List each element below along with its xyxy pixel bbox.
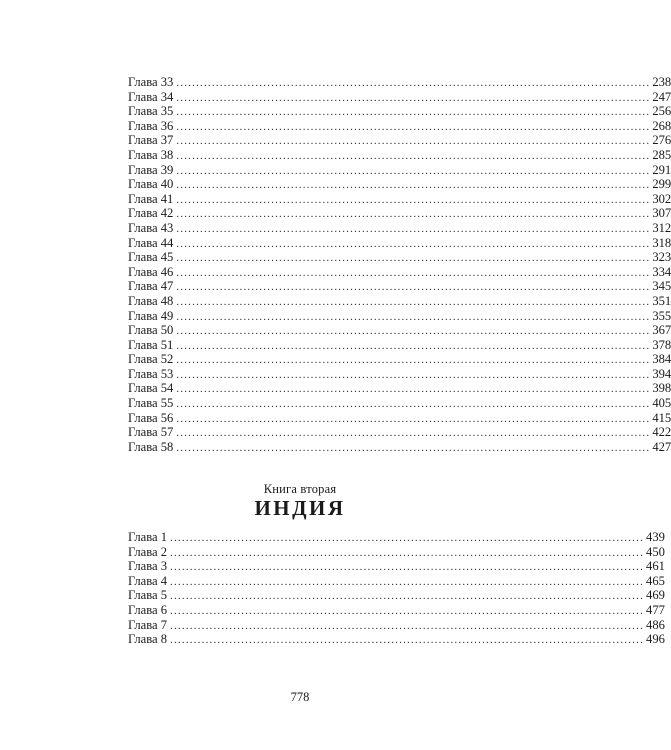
dot-leader: ........................................................................................................................ — [170, 561, 645, 574]
chapter-page-number: 299 — [652, 177, 671, 192]
toc-entry — [128, 323, 671, 338]
chapter-label: Глава 41 — [128, 191, 174, 206]
dot-leader: ........................................................................................................................ — [176, 193, 651, 206]
toc-entry — [128, 352, 671, 367]
chapter-page-number: 367 — [652, 323, 671, 338]
chapter-label: Глава 39 — [128, 162, 174, 177]
dot-leader: ........................................................................................................................ — [176, 237, 651, 250]
chapter-page-number: 291 — [652, 162, 671, 177]
toc-entry — [128, 104, 671, 119]
chapter-label: Глава 6 — [128, 602, 168, 617]
chapter-label: Глава 48 — [128, 293, 174, 308]
chapter-label: Глава 44 — [128, 235, 174, 250]
dot-leader: ........................................................................................................................ — [176, 339, 651, 352]
toc-entry — [128, 559, 665, 574]
dot-leader: ........................................................................................................................ — [176, 354, 651, 367]
toc-entry — [128, 220, 671, 236]
dot-leader: ........................................................................................................................ — [176, 91, 651, 104]
dot-leader: ........................................................................................................................ — [176, 135, 651, 148]
dot-leader: ........................................................................................................................ — [176, 412, 651, 425]
toc-entry — [128, 602, 665, 618]
toc-entry — [128, 337, 671, 353]
dot-leader: ........................................................................................................................ — [176, 179, 651, 192]
page-number: 778 — [290, 690, 310, 704]
chapter-page-number: 318 — [652, 235, 671, 250]
chapter-label: Глава 7 — [128, 617, 168, 632]
chapter-page-number: 312 — [652, 220, 671, 235]
toc-entry — [128, 632, 665, 647]
chapter-label: Глава 37 — [128, 133, 174, 148]
toc-entry — [128, 250, 671, 265]
chapter-page-number: 477 — [646, 602, 665, 617]
toc-entry — [128, 308, 671, 324]
chapter-page-number: 384 — [652, 352, 671, 367]
chapter-page-number: 427 — [652, 439, 671, 454]
chapter-label: Глава 35 — [128, 104, 174, 119]
dot-leader: ........................................................................................................................ — [176, 77, 651, 89]
dot-leader: ........................................................................................................................ — [176, 427, 651, 440]
toc-entry — [128, 588, 665, 603]
toc-entry — [128, 264, 671, 280]
chapter-page-number: 398 — [652, 381, 671, 396]
toc-entry — [128, 573, 665, 589]
chapter-page-number: 285 — [652, 147, 671, 162]
toc-entry — [128, 410, 671, 426]
toc-entry — [128, 89, 671, 105]
dot-leader: ........................................................................................................................ — [176, 164, 651, 177]
chapter-page-number: 465 — [646, 573, 665, 588]
chapter-page-number: 323 — [652, 250, 671, 265]
chapter-label: Глава 3 — [128, 559, 168, 574]
toc-entry — [128, 177, 671, 192]
dot-leader: ........................................................................................................................ — [170, 532, 645, 544]
chapter-label: Глава 56 — [128, 410, 174, 425]
dot-leader: ........................................................................................................................ — [170, 575, 645, 588]
dot-leader: ........................................................................................................................ — [170, 604, 645, 617]
chapter-page-number: 450 — [646, 544, 665, 559]
chapter-label: Глава 58 — [128, 439, 174, 454]
dot-leader: ........................................................................................................................ — [170, 590, 645, 603]
book-subtitle: Книга вторая — [263, 482, 337, 496]
toc-entry — [128, 133, 671, 148]
toc-entry — [128, 75, 671, 90]
book-title: ИНДИЯ — [254, 496, 346, 520]
toc-entry — [128, 279, 671, 294]
chapter-page-number: 496 — [646, 632, 665, 647]
chapter-label: Глава 52 — [128, 352, 174, 367]
dot-leader: ........................................................................................................................ — [176, 106, 651, 119]
toc-entry — [128, 381, 671, 396]
toc-entry — [128, 191, 671, 207]
chapter-label: Глава 5 — [128, 588, 168, 603]
toc-entry — [128, 617, 665, 633]
dot-leader: ........................................................................................................................ — [176, 222, 651, 235]
dot-leader: ........................................................................................................................ — [176, 252, 651, 265]
chapter-page-number: 351 — [652, 293, 671, 308]
dot-leader: ........................................................................................................................ — [176, 120, 651, 133]
dot-leader: ........................................................................................................................ — [176, 266, 651, 279]
chapter-label: Глава 46 — [128, 264, 174, 279]
chapter-page-number: 307 — [652, 206, 671, 221]
toc-list-book-two — [128, 530, 665, 647]
chapter-page-number: 302 — [652, 191, 671, 206]
chapter-page-number: 247 — [652, 89, 671, 104]
toc-list-book-one — [128, 75, 671, 454]
toc-entry — [128, 206, 671, 221]
chapter-page-number: 469 — [646, 588, 665, 603]
chapter-page-number: 345 — [652, 279, 671, 294]
chapter-page-number: 378 — [652, 337, 671, 352]
dot-leader: ........................................................................................................................ — [176, 325, 651, 338]
chapter-label: Глава 33 — [128, 75, 174, 89]
chapter-page-number: 394 — [652, 366, 671, 381]
chapter-page-number: 405 — [652, 396, 671, 411]
chapter-label: Глава 36 — [128, 118, 174, 133]
chapter-label: Глава 4 — [128, 573, 168, 588]
dot-leader: ........................................................................................................................ — [176, 383, 651, 396]
dot-leader: ........................................................................................................................ — [176, 149, 651, 162]
toc-entry — [128, 118, 671, 134]
dot-leader: ........................................................................................................................ — [176, 208, 651, 221]
chapter-label: Глава 57 — [128, 425, 174, 440]
toc-entry — [128, 162, 671, 178]
dot-leader: ........................................................................................................................ — [170, 546, 645, 559]
toc-entry — [128, 425, 671, 440]
chapter-label: Глава 34 — [128, 89, 174, 104]
chapter-label: Глава 43 — [128, 220, 174, 235]
chapter-page-number: 422 — [652, 425, 671, 440]
dot-leader: ........................................................................................................................ — [176, 295, 651, 308]
chapter-label: Глава 47 — [128, 279, 174, 294]
toc-entry — [128, 530, 665, 545]
dot-leader: ........................................................................................................................ — [176, 398, 651, 411]
dot-leader: ........................................................................................................................ — [170, 634, 645, 647]
toc-entry — [128, 544, 665, 560]
chapter-label: Глава 1 — [128, 530, 168, 544]
dot-leader: ........................................................................................................................ — [176, 310, 651, 323]
chapter-page-number: 276 — [652, 133, 671, 148]
chapter-label: Глава 38 — [128, 147, 174, 162]
chapter-label: Глава 42 — [128, 206, 174, 221]
dot-leader: ........................................................................................................................ — [176, 441, 651, 454]
chapter-label: Глава 49 — [128, 308, 174, 323]
toc-entry — [128, 235, 671, 251]
chapter-page-number: 355 — [652, 308, 671, 323]
chapter-label: Глава 45 — [128, 250, 174, 265]
chapter-page-number: 439 — [646, 530, 665, 544]
chapter-page-number: 268 — [652, 118, 671, 133]
toc-entry — [128, 147, 671, 163]
chapter-label: Глава 51 — [128, 337, 174, 352]
dot-leader: ........................................................................................................................ — [176, 368, 651, 381]
toc-entry — [128, 439, 671, 455]
chapter-label: Глава 50 — [128, 323, 174, 338]
chapter-page-number: 486 — [646, 617, 665, 632]
toc-entry — [128, 366, 671, 382]
chapter-page-number: 334 — [652, 264, 671, 279]
chapter-label: Глава 54 — [128, 381, 174, 396]
chapter-label: Глава 40 — [128, 177, 174, 192]
chapter-page-number: 256 — [652, 104, 671, 119]
dot-leader: ........................................................................................................................ — [176, 281, 651, 294]
chapter-label: Глава 53 — [128, 366, 174, 381]
chapter-label: Глава 2 — [128, 544, 168, 559]
chapter-page-number: 461 — [646, 559, 665, 574]
dot-leader: ........................................................................................................................ — [170, 619, 645, 632]
chapter-label: Глава 55 — [128, 396, 174, 411]
chapter-page-number: 415 — [652, 410, 671, 425]
toc-entry — [128, 293, 671, 309]
toc-entry — [128, 396, 671, 411]
chapter-page-number: 238 — [652, 75, 671, 89]
chapter-label: Глава 8 — [128, 632, 168, 647]
